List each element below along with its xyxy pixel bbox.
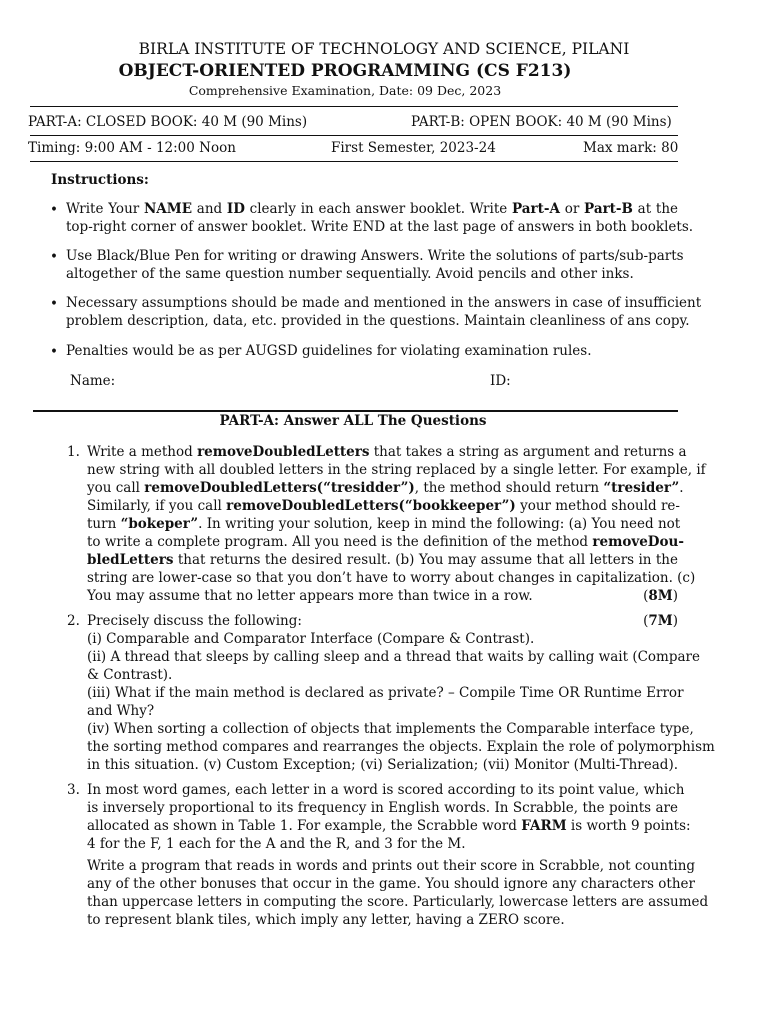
question-line: Similarly, if you call removeDoubledLetters(“bookkeeper”) your method should re-: [87, 498, 680, 514]
id-label: ID:: [490, 373, 511, 389]
part-a-title: PART-A: Answer ALL The Questions: [219, 413, 487, 429]
question-line: bledLetters that returns the desired result. (b) You may assume that all letters in the: [87, 552, 678, 568]
question-line: new string with all doubled letters in the string replaced by a single letter. For example, if: [87, 462, 706, 478]
part-a-info: PART-A: CLOSED BOOK: 40 M (90 Mins): [28, 114, 308, 130]
question-line: is inversely proportional to its frequency in English words. In Scrabble, the points are: [87, 800, 678, 816]
part-b-info: PART-B: OPEN BOOK: 40 M (90 Mins): [411, 114, 672, 130]
question-line: to represent blank tiles, which imply any letter, having a ZERO score.: [87, 912, 565, 928]
question-line: Write a method removeDoubledLetters that takes a string as argument and returns a: [87, 444, 687, 460]
marks-label: (8M): [643, 588, 678, 604]
question-line: (iv) When sorting a collection of objects that implements the Comparable interface type,: [87, 721, 694, 737]
question-number: 3.: [67, 782, 80, 798]
instruction-item-line: top-right corner of answer booklet. Write END at the last page of answers in both booklets.: [66, 219, 694, 235]
question-line: allocated as shown in Table 1. For example, the Scrabble word FARM is worth 9 points:: [87, 818, 691, 834]
section-divider: [33, 410, 678, 412]
question-line: the sorting method compares and rearranges the objects. Explain the role of polymorphism: [87, 739, 715, 755]
semester: First Semester, 2023-24: [331, 140, 496, 156]
instruction-item-line: Write Your NAME and ID clearly in each answer booklet. Write Part-A or Part-B at the: [66, 201, 679, 217]
bullet-icon: •: [50, 344, 58, 360]
question-line: In most word games, each letter in a word is scored according to its point value, which: [87, 782, 685, 798]
question-line: in this situation. (v) Custom Exception; (vi) Serialization; (vii) Monitor (Multi-Thread).: [87, 757, 678, 773]
instruction-item-line: Penalties would be as per AUGSD guidelines for violating examination rules.: [66, 343, 592, 359]
question-line: 4 for the F, 1 each for the A and the R, and 3 for the M.: [87, 836, 466, 852]
instruction-item-line: Necessary assumptions should be made and mentioned in the answers in case of insufficient: [66, 295, 702, 311]
bullet-icon: •: [50, 296, 58, 312]
question-line: (i) Comparable and Comparator Interface (Compare & Contrast).: [87, 631, 535, 647]
bullet-icon: •: [50, 202, 58, 218]
marks-label: (7M): [643, 613, 678, 629]
question-line: (ii) A thread that sleeps by calling sleep and a thread that waits by calling wait (Compare: [87, 649, 700, 665]
question-line: Precisely discuss the following:: [87, 613, 302, 629]
divider: [30, 161, 678, 162]
question-line: you call removeDoubledLetters(“tresidder”), the method should return “tresider”.: [87, 480, 684, 496]
exam-info: Comprehensive Examination, Date: 09 Dec, 2023: [188, 83, 502, 98]
question-line: You may assume that no letter appears more than twice in a row.: [87, 588, 533, 604]
instruction-item-line: altogether of the same question number sequentially. Avoid pencils and other inks.: [66, 266, 634, 282]
question-line: than uppercase letters in computing the score. Particularly, lowercase letters are assumed: [87, 894, 709, 910]
institute-name: BIRLA INSTITUTE OF TECHNOLOGY AND SCIENCE, PILANI: [138, 40, 630, 58]
divider: [30, 106, 678, 107]
instruction-item-line: problem description, data, etc. provided in the questions. Maintain cleanliness of ans copy.: [66, 313, 690, 329]
question-line: string are lower-case so that you don’t have to worry about changes in capitalization. (c): [87, 570, 696, 586]
question-line: Write a program that reads in words and prints out their score in Scrabble, not counting: [87, 858, 696, 874]
question-line: turn “bokeper”. In writing your solution, keep in mind the following: (a) You need not: [87, 516, 681, 532]
name-label: Name:: [70, 373, 116, 389]
question-line: & Contrast).: [87, 667, 173, 683]
question-line: (iii) What if the main method is declared as private? – Compile Time OR Runtime Error: [87, 685, 684, 701]
divider: [30, 135, 678, 136]
bullet-icon: •: [50, 249, 58, 265]
question-number: 1.: [67, 444, 80, 460]
course-title: OBJECT-ORIENTED PROGRAMMING (CS F213): [118, 61, 572, 81]
instruction-item-line: Use Black/Blue Pen for writing or drawing Answers. Write the solutions of parts/sub-parts: [66, 248, 684, 264]
timing: Timing: 9:00 AM - 12:00 Noon: [28, 140, 236, 156]
question-line: and Why?: [87, 703, 155, 719]
max-mark: Max mark: 80: [583, 140, 679, 156]
question-line: any of the other bonuses that occur in the game. You should ignore any characters other: [87, 876, 695, 892]
question-line: to write a complete program. All you need is the definition of the method removeDou-: [87, 534, 684, 550]
question-number: 2.: [67, 613, 80, 629]
instructions-heading: Instructions:: [51, 172, 149, 188]
